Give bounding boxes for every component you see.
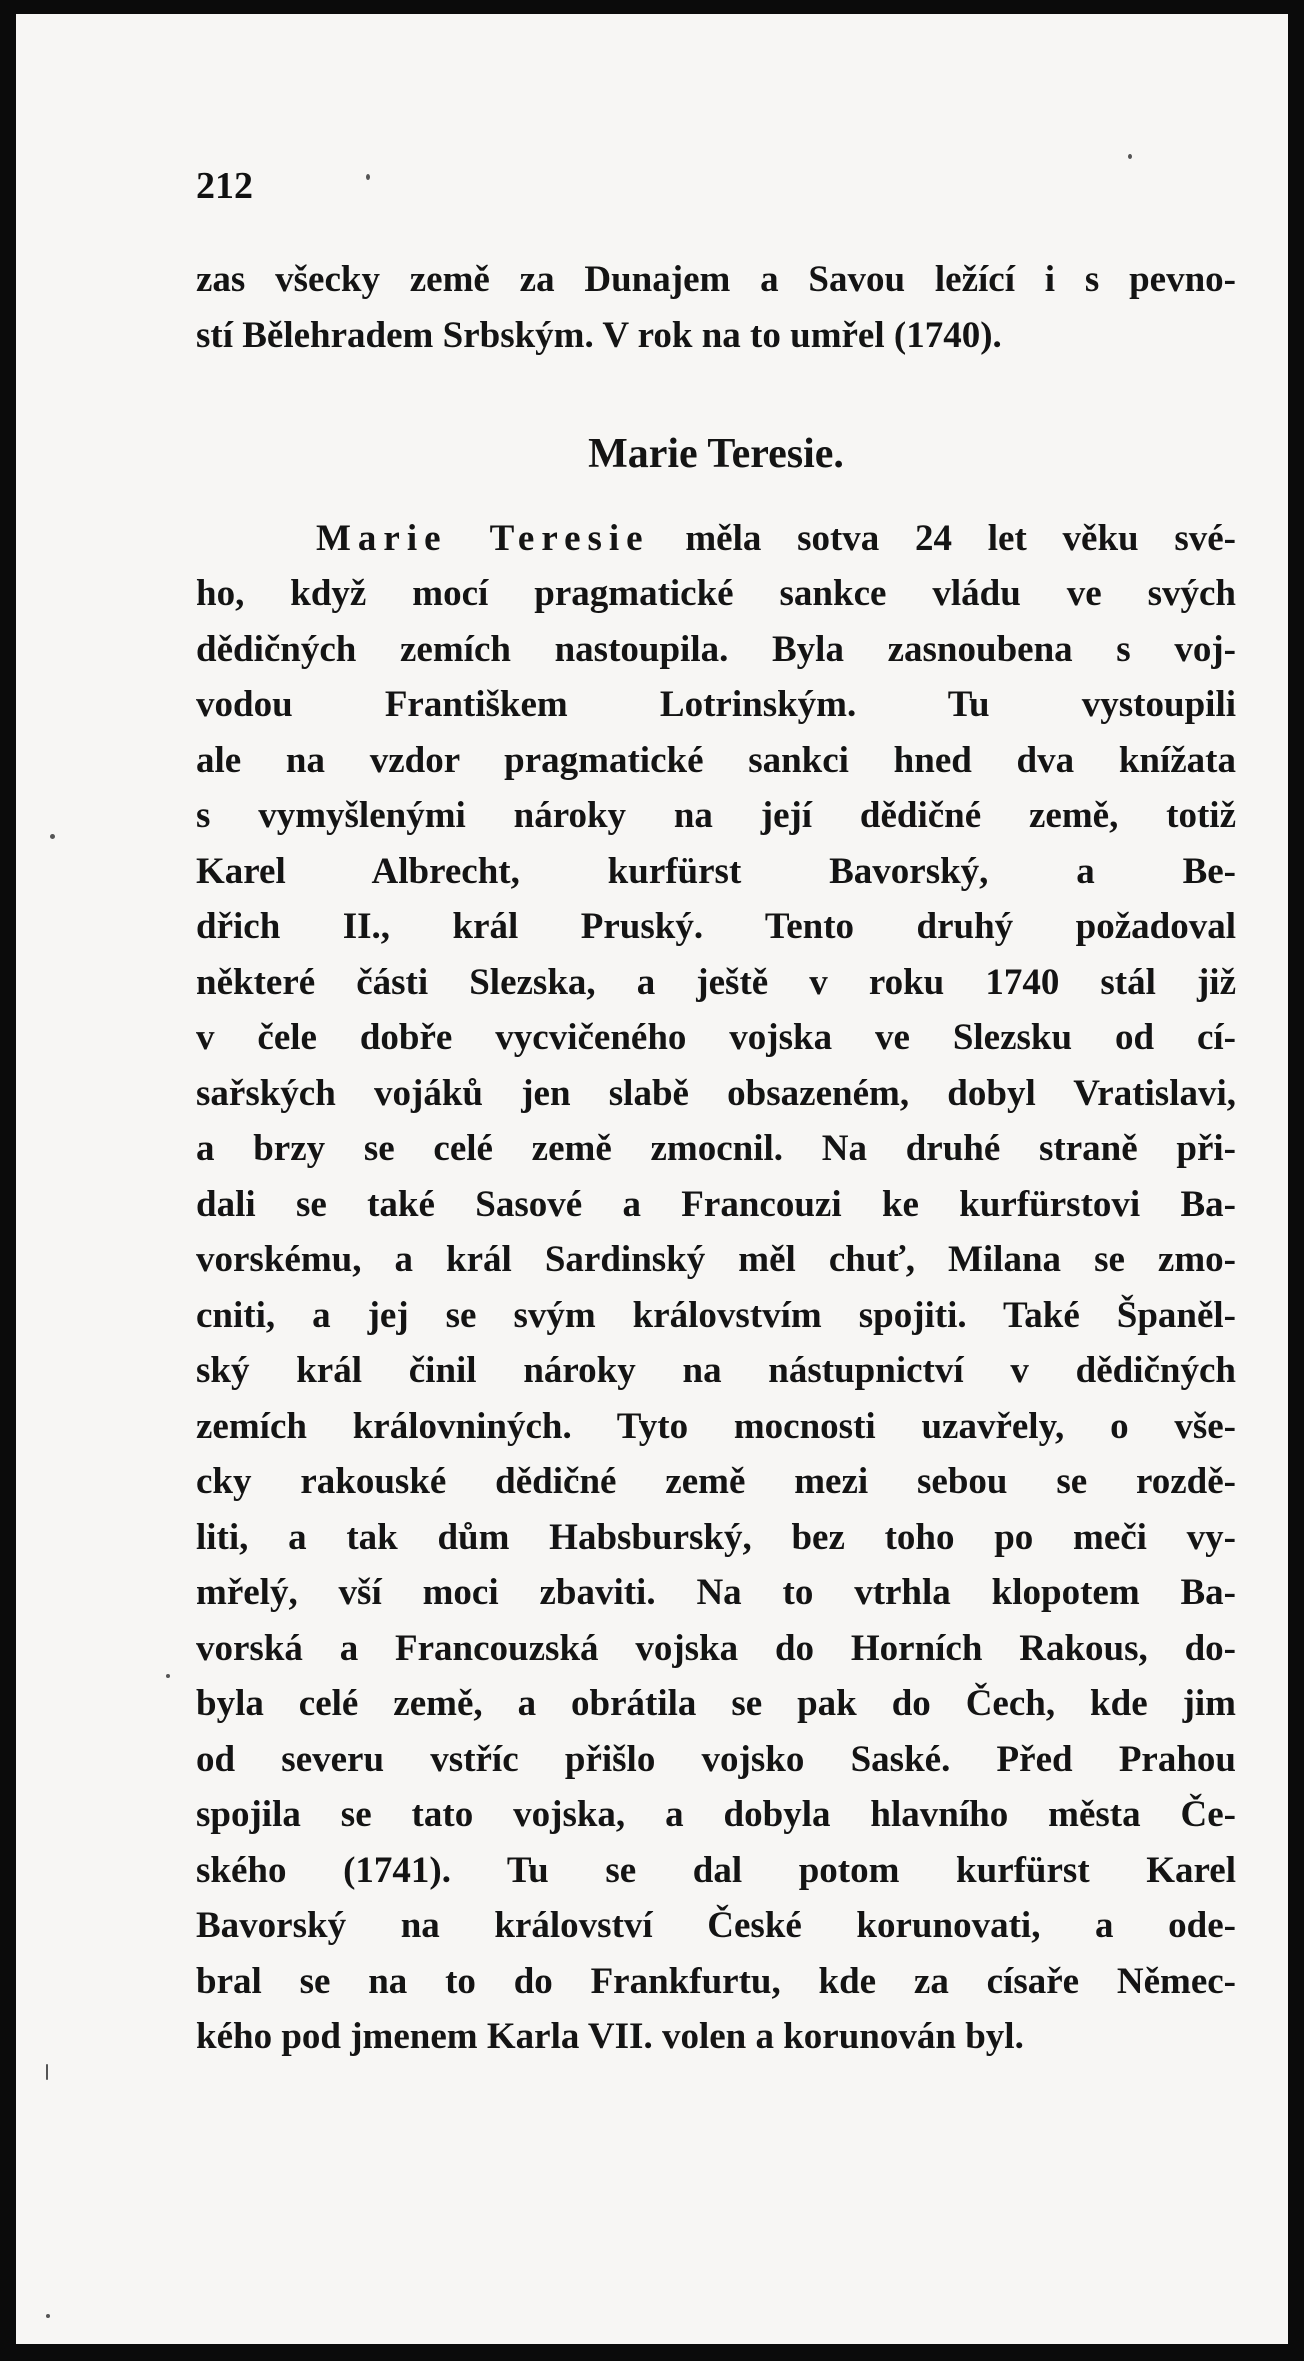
text-line: ského (1741). Tu se dal potom kurfürst Karel <box>196 1849 1236 1891</box>
text-line: zemích královniných. Tyto mocnosti uzavřely, o vše- <box>196 1405 1236 1447</box>
text-line: byla celé země, a obrátila se pak do Čech, kde jim <box>196 1683 1236 1724</box>
text-line: ale na vzdor pragmatické sankci hned dva knížata <box>196 739 1236 781</box>
text-line: v čele dobře vycvičeného vojska ve Slezsku od cí- <box>196 1017 1236 1058</box>
text-line: a brzy se celé země zmocnil. Na druhé straně při- <box>196 1128 1236 1169</box>
text-line: bral se na to do Frankfurtu, kde za císaře Němec- <box>196 1960 1236 2002</box>
text-line-first <box>196 511 1236 567</box>
text-line: Karel Albrecht, kurfürst Bavorský, a Be- <box>196 850 1236 892</box>
text-line: cniti, a jej se svým královstvím spojiti. Také Španěl- <box>196 1294 1236 1336</box>
text-line: sařských vojáků jen slabě obsazeném, dobyl Vratislavi, <box>196 1072 1236 1114</box>
text-line: od severu vstříc přišlo vojsko Saské. Před Prahou <box>196 1738 1236 1780</box>
text-line: spojila se tato vojska, a dobyla hlavního města Če- <box>196 1794 1236 1835</box>
scan-speck <box>50 834 55 839</box>
book-page <box>16 14 1288 2344</box>
section-heading: Marie Teresie. <box>588 431 844 477</box>
text-line-rest: měla sotva 24 let věku své- <box>685 517 1236 559</box>
text-line: dědičných zemích nastoupila. Byla zasnoubena s voj- <box>196 628 1236 670</box>
text-line: kého pod jmenem Karla VII. volen a korunován byl. <box>196 2016 1024 2057</box>
page-text <box>196 252 1236 2065</box>
text-line: dali se také Sasové a Francouzi ke kurfürstovi Ba- <box>196 1183 1236 1225</box>
page-number: 212 <box>196 165 253 207</box>
text-line: vorskému, a král Sardinský měl chuť, Milana se zmo- <box>196 1239 1236 1280</box>
text-line: vorská a Francouzská vojska do Horních Rakous, do- <box>196 1627 1236 1669</box>
text-line: mřelý, vší moci zbaviti. Na to vtrhla klopotem Ba- <box>196 1572 1236 1613</box>
text-line: některé části Slezska, a ještě v roku 1740 stál již <box>196 961 1236 1003</box>
scan-speck <box>46 2314 50 2318</box>
text-line: vodou Františkem Lotrinským. Tu vystoupili <box>196 684 1236 725</box>
text-line: cky rakouské dědičné země mezi sebou se rozdě- <box>196 1461 1236 1502</box>
text-line: s vymyšlenými nároky na její dědičné země, totiž <box>196 795 1236 836</box>
scan-speck <box>366 174 370 180</box>
text-line: stí Bělehradem Srbským. V rok na to umřel (1740). <box>196 314 1002 356</box>
name-marie-teresie: Marie Teresie <box>316 517 650 559</box>
scan-speck <box>46 2064 48 2080</box>
scan-speck <box>166 1674 170 1678</box>
text-line: ho, když mocí pragmatické sankce vládu ve svých <box>196 573 1236 614</box>
scan-speck <box>1128 154 1132 159</box>
text-line: liti, a tak dům Habsburský, bez toho po meči vy- <box>196 1516 1236 1558</box>
text-line: ský král činil nároky na nástupnictví v dědičných <box>196 1350 1236 1391</box>
text-line: dřich II., král Pruský. Tento druhý požadoval <box>196 906 1236 947</box>
text-line: Bavorský na království České korunovati, a ode- <box>196 1905 1236 1946</box>
text-line: zas všecky země za Dunajem a Savou ležící i s pevno- <box>196 259 1236 300</box>
